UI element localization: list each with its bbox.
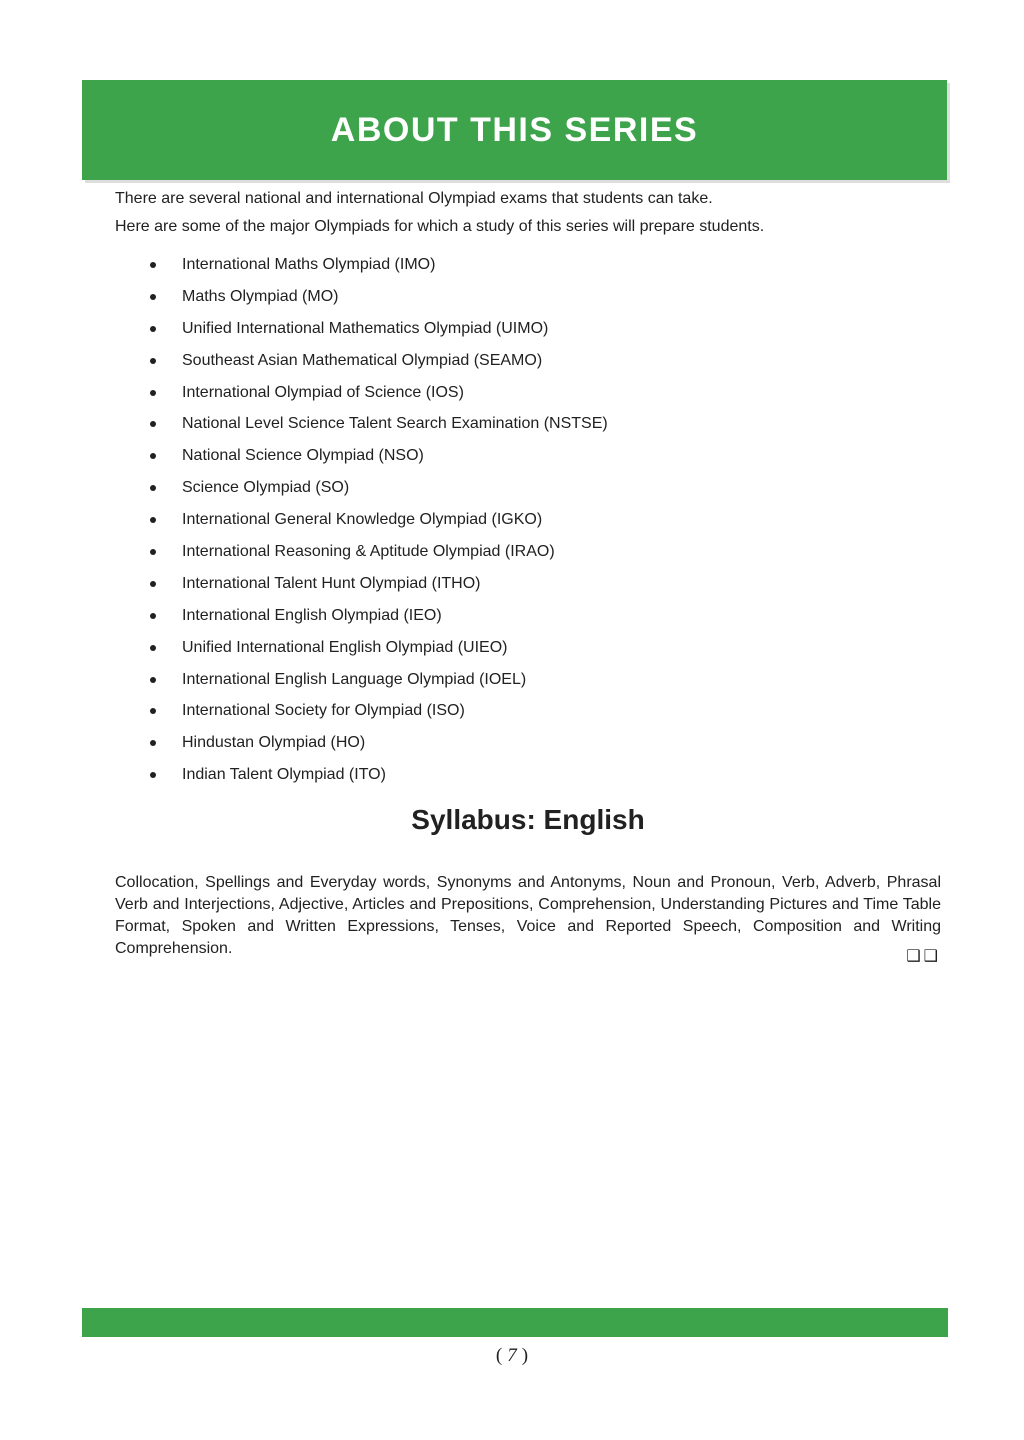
list-item <box>150 345 608 377</box>
list-item-label: International Society for Olympiad (ISO) <box>182 702 465 720</box>
list-item-label: International Reasoning & Aptitude Olympiad (IRAO) <box>182 542 555 560</box>
intro-line-1: There are several national and international Olympiad exams that students can take. <box>115 190 713 207</box>
list-item <box>150 664 608 696</box>
list-item-label: Science Olympiad (SO) <box>182 479 350 497</box>
olympiad-list <box>150 249 608 791</box>
list-item <box>150 568 608 600</box>
list-item <box>150 249 608 281</box>
bullet-icon <box>150 421 156 427</box>
list-item <box>150 504 608 536</box>
bullet-icon <box>150 613 156 619</box>
bullet-icon <box>150 517 156 523</box>
list-item-label: International English Language Olympiad (IOEL) <box>182 670 527 688</box>
page-title: ABOUT THIS SERIES <box>330 110 699 149</box>
list-item <box>150 632 608 664</box>
list-item <box>150 727 608 759</box>
footer-bar <box>82 1308 948 1337</box>
bullet-icon <box>150 390 156 396</box>
bullet-icon <box>150 485 156 491</box>
list-item-label: Unified International English Olympiad (UIEO) <box>182 638 508 656</box>
page-number <box>0 1345 1024 1367</box>
list-item <box>150 440 608 472</box>
chapter-end-mark-icon: ❑❑ <box>906 946 941 965</box>
bullet-icon <box>150 549 156 555</box>
bullet-icon <box>150 581 156 587</box>
list-item <box>150 695 608 727</box>
list-item-label: National Science Olympiad (NSO) <box>182 447 424 465</box>
list-item-label: International General Knowledge Olympiad (IGKO) <box>182 511 543 529</box>
list-item-label: Unified International Mathematics Olympiad (UIMO) <box>182 319 549 337</box>
list-item-label: International Maths Olympiad (IMO) <box>182 255 436 273</box>
list-item-label: Maths Olympiad (MO) <box>182 287 339 305</box>
bullet-icon <box>150 708 156 714</box>
page-number-value: 7 <box>507 1345 517 1366</box>
list-item-label: International English Olympiad (IEO) <box>182 606 442 624</box>
intro-text <box>115 185 945 241</box>
list-item <box>150 600 608 632</box>
bullet-icon <box>150 358 156 364</box>
syllabus-paragraph: Collocation, Spellings and Everyday words, Synonyms and Antonyms, Noun and Pronoun, Verb, Adverb, Phrasal Verb and Interjections, Adjective, Articles and Prepositions, Comprehension, Understanding Pictures and Time Table Format, Spoken and Written Expressions, Tenses, Voice and Reported Speech, Composition and Writing Comprehension. <box>115 874 941 957</box>
bullet-icon <box>150 262 156 268</box>
syllabus-heading: Syllabus: English <box>411 804 645 835</box>
intro-line-2: Here are some of the major Olympiads for which a study of this series will prepare students. <box>115 218 765 235</box>
list-item <box>150 377 608 409</box>
list-item <box>150 472 608 504</box>
bullet-icon <box>150 645 156 651</box>
list-item-label: International Olympiad of Science (IOS) <box>182 383 464 401</box>
list-item <box>150 536 608 568</box>
page-number-open-paren: ( <box>495 1345 503 1366</box>
bullet-icon <box>150 677 156 683</box>
list-item <box>150 313 608 345</box>
bullet-icon <box>150 453 156 459</box>
bullet-icon <box>150 294 156 300</box>
list-item <box>150 759 608 791</box>
header-banner <box>82 80 947 180</box>
bullet-icon <box>150 326 156 332</box>
list-item-label: Indian Talent Olympiad (ITO) <box>182 766 386 784</box>
list-item <box>150 408 608 440</box>
list-item-label: Hindustan Olympiad (HO) <box>182 734 366 752</box>
bullet-icon <box>150 772 156 778</box>
list-item-label: National Level Science Talent Search Examination (NSTSE) <box>182 415 608 433</box>
list-item-label: International Talent Hunt Olympiad (ITHO) <box>182 574 481 592</box>
list-item <box>150 281 608 313</box>
list-item-label: Southeast Asian Mathematical Olympiad (SEAMO) <box>182 351 543 369</box>
page-number-close-paren: ) <box>521 1345 529 1366</box>
bullet-icon <box>150 740 156 746</box>
